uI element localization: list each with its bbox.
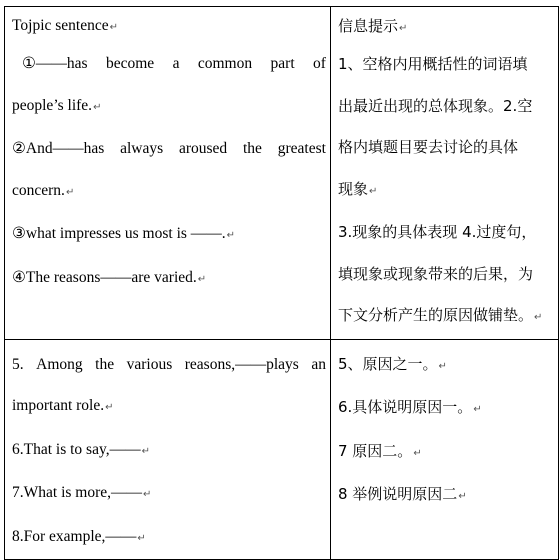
topic-sentence-header: Tojpic sentence↵ [12,17,119,34]
hint-line: 填现象或现象带来的后果，为 [338,264,534,283]
reason-hint-line: 8 举例说明原因二↵ [338,485,467,503]
writing-template-table [4,6,559,560]
reason-hint-cell [331,339,559,560]
topic-sentence-cell [5,7,331,340]
hint-line: 出最近出现的总体现象。2.空 [338,96,533,115]
table-row [5,7,559,340]
reason-hint-line: 5、原因之一。↵ [338,354,447,373]
hint-line: 下文分析产生的原因做铺垫。↵ [338,306,543,324]
reasons-cell [5,339,331,560]
hint-line: 格内填题目要去讨论的具体 [338,138,519,156]
reason-item-6: 6.That is to say,——↵ [12,440,150,458]
hint-header: 信息提示↵ [338,17,408,35]
topic-item-2: ②And——has always aroused the greatest [12,140,326,157]
topic-item-1-cont: people’s life.↵ [12,96,102,114]
topic-item-3: ③what impresses us most is ——.↵ [12,225,236,242]
reason-item-5: 5. Among the various reasons,——plays an [12,355,326,373]
hint-line: 现象↵ [338,179,378,198]
topic-item-2-cont: concern.↵ [12,181,75,199]
reason-hint-line: 6.具体说明原因一。↵ [338,398,482,416]
hint-cell [331,7,559,340]
reason-item-7: 7.What is more,——↵ [12,484,152,501]
table-row [5,339,559,560]
topic-item-4: ④The reasons——are varied.↵ [12,268,207,286]
reason-item-8: 8.For example,——↵ [12,527,146,545]
hint-line: 3.现象的具体表现 4.过度句， [338,223,537,241]
reason-item-5-cont: important role.↵ [12,397,114,414]
topic-item-1: ①——has become a common part of [22,55,326,72]
hint-line: 1、空格内用概括性的词语填 [338,55,528,73]
reason-hint-line: 7 原因二。↵ [338,441,422,460]
